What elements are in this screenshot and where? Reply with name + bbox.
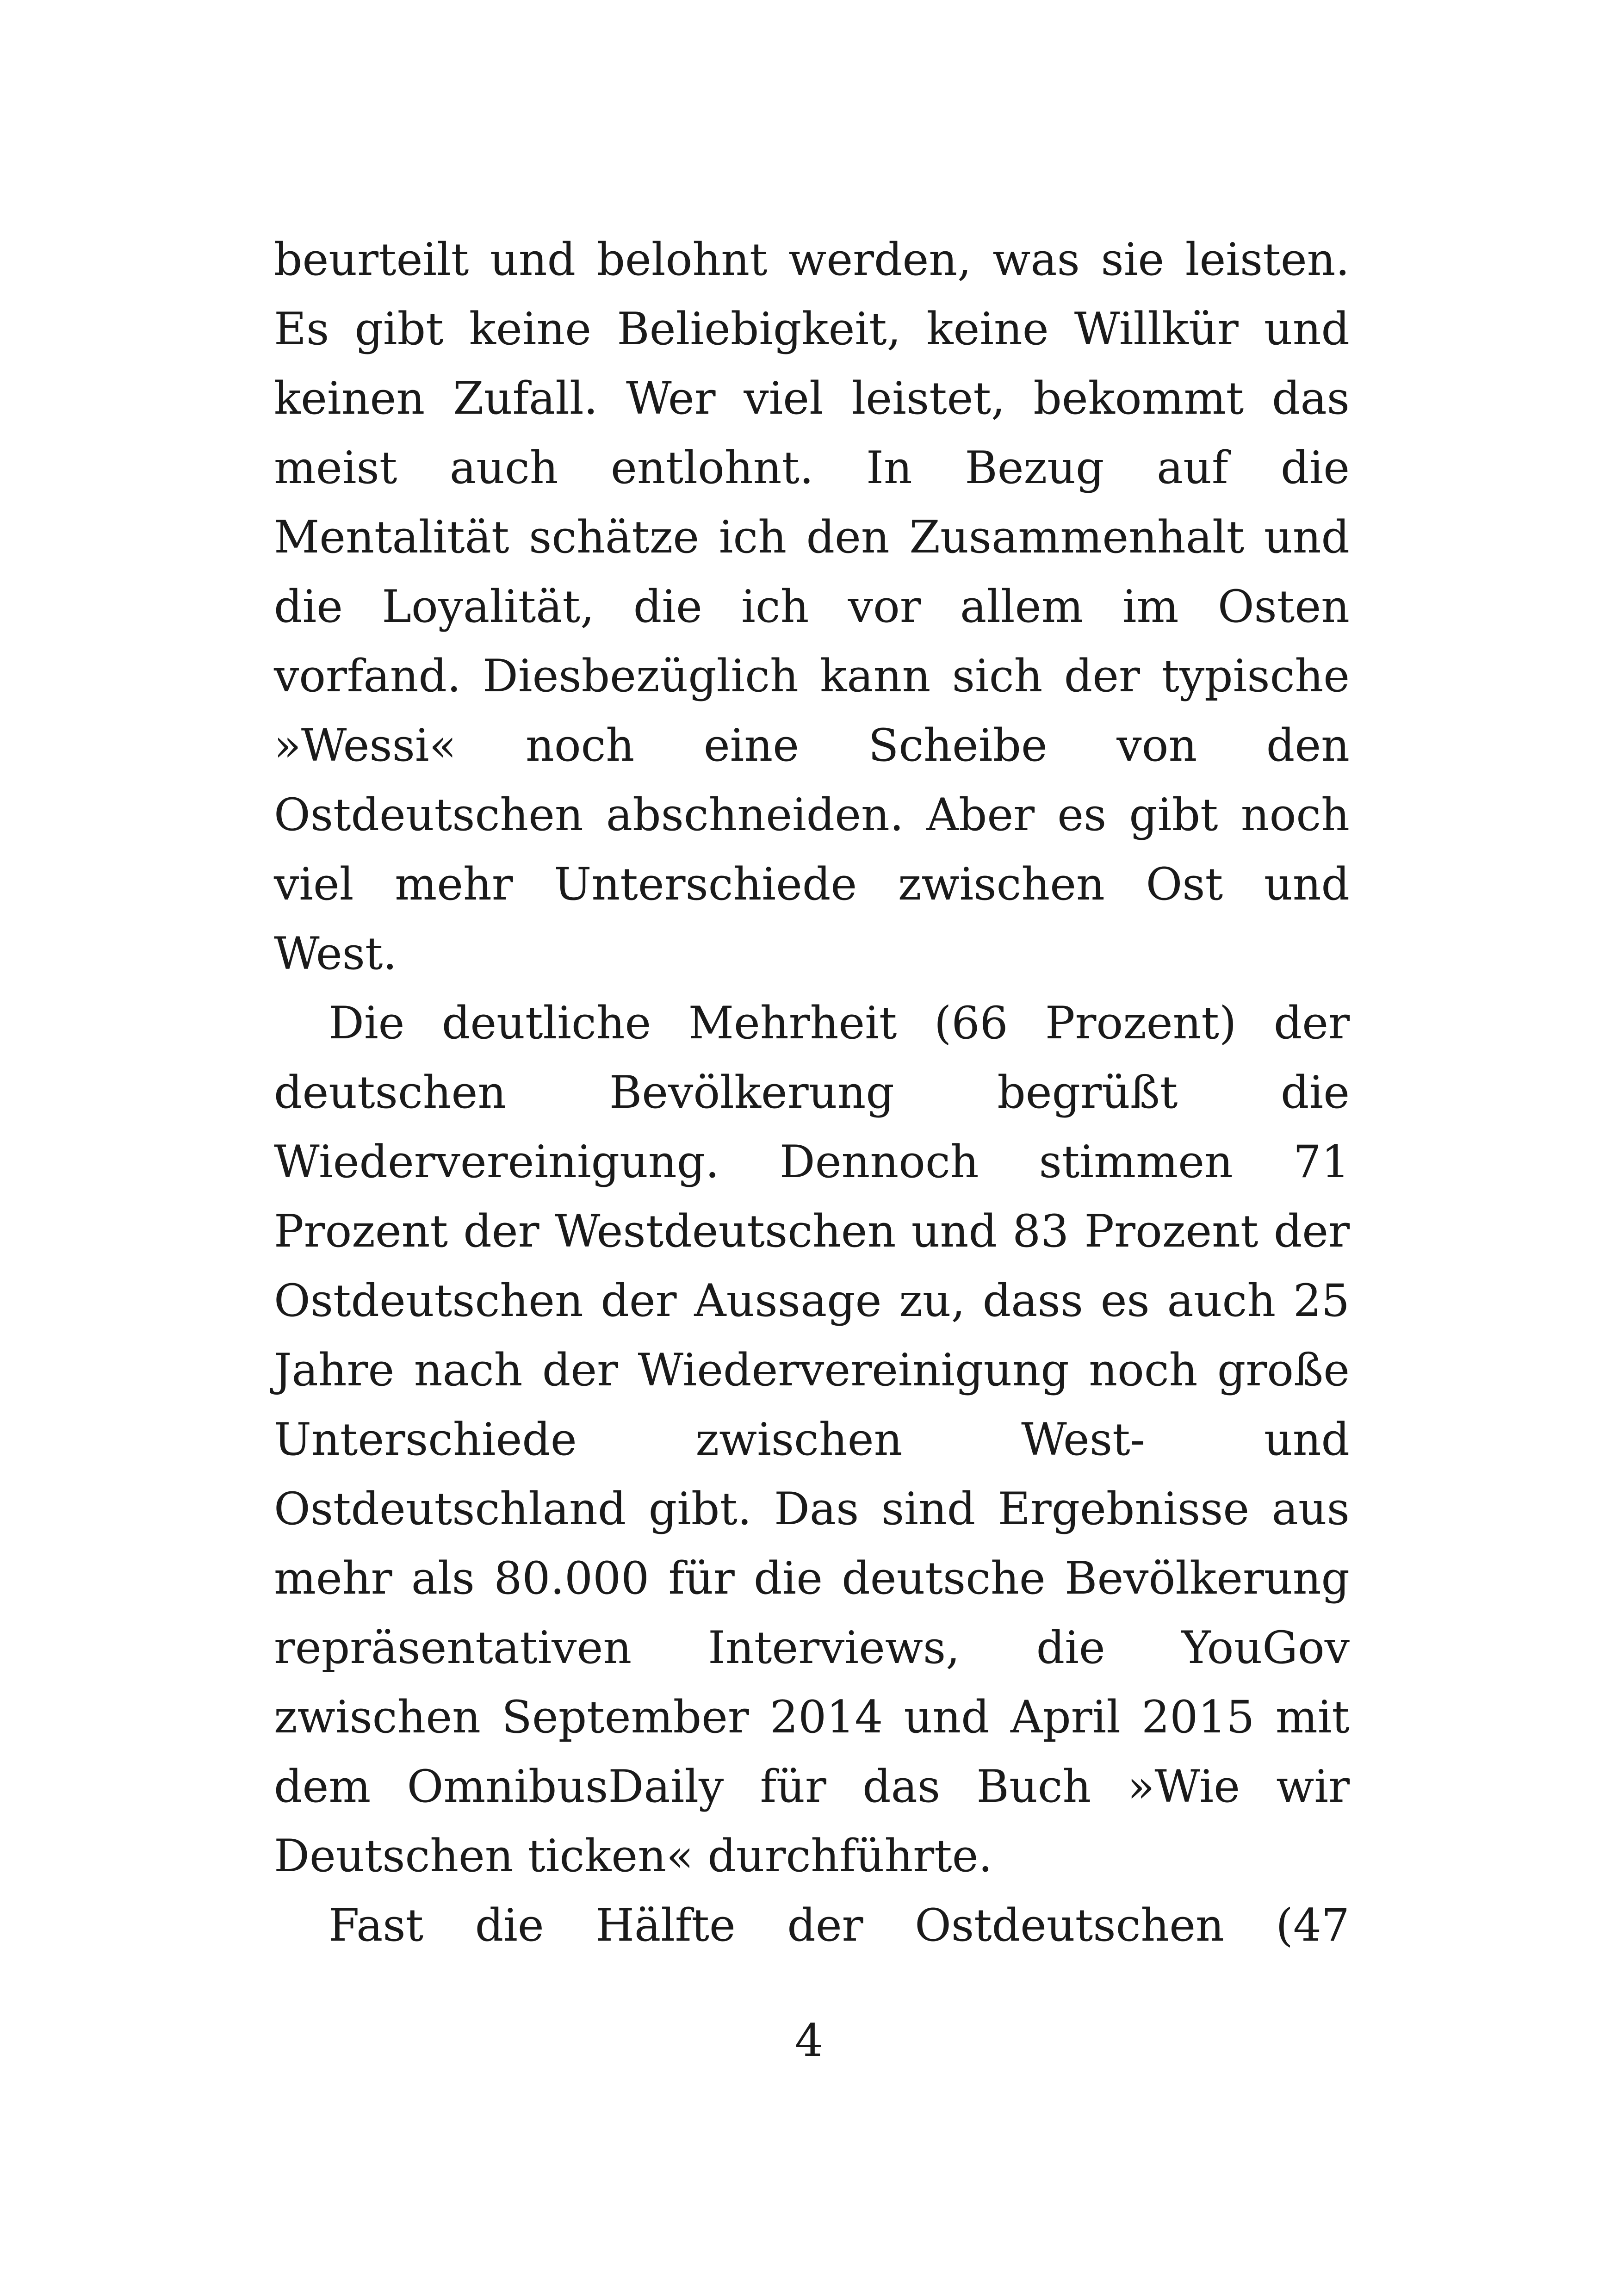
paragraph-reunification-survey: Die deutliche Mehrheit (66 Prozent) der deutschen Bevölkerung begrüßt die Wiedervereinigung. Dennoch stimmen 71 Prozent der Westdeutschen und 83 Prozent der Ostdeutschen der Aussage zu, dass es auch 25 Jahre nach der Wiedervereinigung noch große Unterschiede zwischen West- und Ostdeutschland gibt. Das sind Ergebnisse aus mehr als 80.000 für die deutsche Bevölkerung repräsentativen Interviews, die YouGov zwischen September 2014 und April 2015 mit dem OmnibusDaily für das Buch »Wie wir Deutschen ticken« durchführte. [274,997,1350,1882]
page-number: 4 [794,2015,824,2066]
paragraph-east-germans: Fast die Hälfte der Ostdeutschen (47 [329,1899,1350,1951]
paragraph-continued: beurteilt und belohnt werden, was sie leisten. Es gibt keine Beliebigkeit, keine Willkür und keinen Zufall. Wer viel leistet, bekommt das meist auch entlohnt. In Bezug auf die Mentalität schätze ich den Zusammenhalt und die Loyalität, die ich vor allem im Osten vorfand. Diesbezüglich kann sich der typische »Wessi« noch eine Scheibe von den Ostdeutschen abschneiden. Aber es gibt noch viel mehr Unterschiede zwischen Ost und West. [274,234,1350,980]
body-text [274,225,1350,1960]
